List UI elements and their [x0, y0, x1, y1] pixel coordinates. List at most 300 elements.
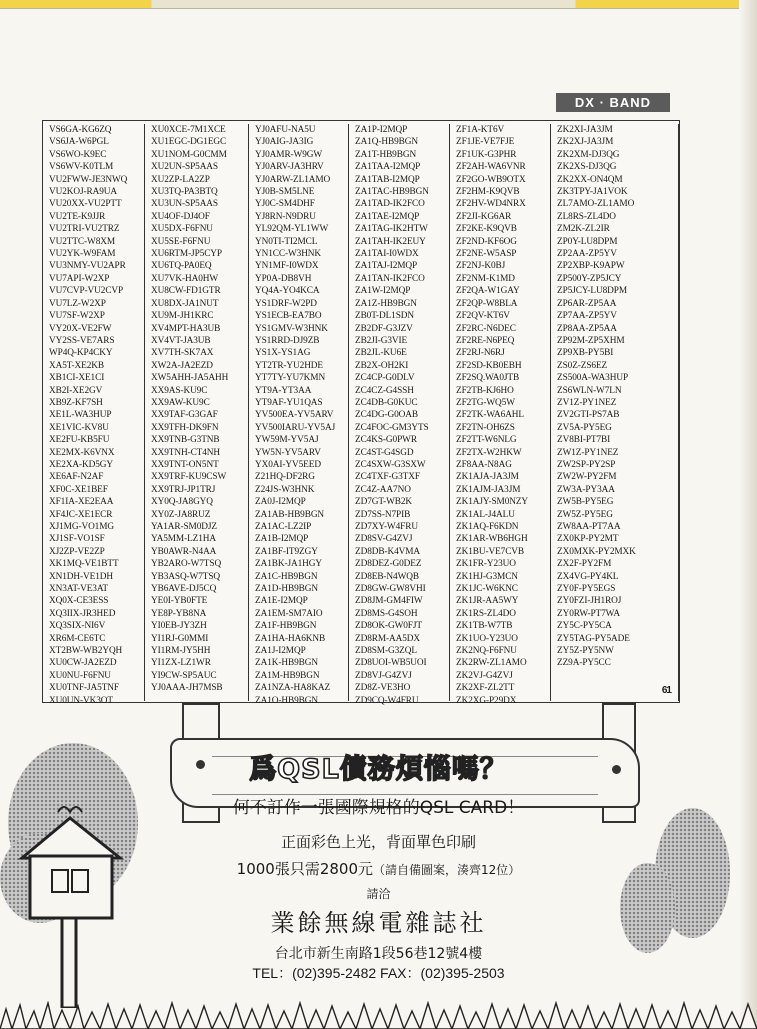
callsign-entry: XB9Z-KF7SH	[49, 397, 103, 408]
callsign-entry: ZC4TXF-G3TXF	[355, 472, 420, 483]
callsign-entry: ZW5Z-PY5EG	[557, 509, 613, 520]
callsign-entry: ZF2SD-KB0EBH	[456, 360, 522, 371]
callsign-entry: ZY0RW-PT7WA	[557, 608, 620, 619]
callsign-entry: YJ0ARV-JA3HRV	[255, 162, 324, 173]
callsign-entry: ZB0T-DL1SDN	[355, 311, 414, 322]
ad-contact-label: 請洽	[366, 887, 391, 901]
callsign-entry: ZA1T-HB9BGN	[355, 149, 417, 160]
callsign-entry: ZK2XG-P29DX	[456, 695, 517, 706]
callsign-entry: ZF1JE-VE7FJE	[456, 137, 515, 148]
callsign-entry: XE6AF-N2AF	[49, 472, 104, 483]
callsign-entry: ZK2XF-ZL2TT	[456, 683, 515, 694]
callsign-entry: ZD8GW-GW8VHI	[355, 584, 426, 595]
callsign-entry: ZK1FR-Y23UO	[456, 559, 516, 570]
callsign-entry: ZA1TAG-IK2HTW	[355, 224, 428, 235]
callsign-entry: XK1MQ-VE1BTT	[49, 559, 119, 570]
callsign-entry: ZA1B-I2MQP	[255, 534, 309, 545]
ad-subheadline: 何不訂作一張國際規格的QSL CARD！	[232, 798, 525, 818]
page-number: 61	[661, 685, 671, 696]
callsign-entry: XX9AW-KU9C	[151, 397, 210, 408]
ad-headline: 爲QSL債務煩惱嗎？	[249, 754, 508, 785]
callsign-entry: XJ1SF-VO1SF	[49, 534, 105, 545]
callsign-entry: XV4MPT-HA3UB	[151, 323, 221, 334]
callsign-entry: VU7CVP-VU2CVP	[49, 286, 124, 297]
table-column	[145, 124, 249, 701]
callsign-entry: ZK1UO-Y23UO	[456, 633, 518, 644]
callsign-entry: ZA1AC-LZ2IP	[255, 522, 312, 532]
callsign-entry: YB0AWR-N4AA	[151, 546, 217, 557]
callsign-entry: ZF1UK-G3PHR	[456, 149, 517, 160]
callsign-entry: XU9M-JH1KRC	[151, 311, 214, 322]
ad-publisher: 業餘無線電雜誌社	[270, 909, 487, 937]
table-column	[349, 124, 450, 706]
callsign-entry: XE2MX-K6VNX	[49, 447, 115, 458]
callsign-entry: XQ3SIX-NI6V	[49, 621, 106, 632]
callsign-entry: XJ2ZP-VE2ZP	[49, 546, 105, 557]
callsign-entry: YS1GMV-W3HNK	[255, 323, 328, 334]
callsign-entry: VU2KOJ-RA9UA	[49, 187, 118, 198]
callsign-entry: XU6RTM-JP5CYP	[151, 249, 222, 260]
callsign-entry: YJ0ARW-ZL1AMO	[255, 174, 331, 185]
callsign-entry: ZP9XB-PY5BI	[557, 348, 614, 359]
callsign-entry: ZP92M-ZP5XHM	[557, 335, 625, 346]
callsign-entry: ZD7SS-N7PIB	[355, 509, 411, 520]
callsign-entry: ZK1BU-VE7CVB	[456, 546, 525, 557]
callsign-entry: XY0Q-JA8GYQ	[151, 497, 213, 508]
callsign-entry: XW2A-JA2EZD	[151, 360, 213, 371]
table-column	[450, 124, 551, 706]
callsign-entry: ZF2TT-W6NLG	[456, 435, 517, 446]
callsign-entry: ZP8AA-ZP5AA	[557, 323, 617, 334]
callsign-entry: ZD8MS-G4SOH	[355, 608, 418, 619]
callsign-entry: ZF2TN-OH6ZS	[456, 422, 515, 433]
callsign-entry: ZD8VJ-G4ZVJ	[355, 670, 412, 681]
callsign-entry: XX9TNH-CT4NH	[151, 447, 221, 458]
callsign-entry: ZA1AB-HB9BGN	[255, 509, 325, 520]
callsign-entry: XE1L-WA3HUP	[49, 410, 112, 421]
callsign-entry: ZP0Y-LU8DPM	[557, 236, 618, 247]
callsign-entry: XR6M-CE6TC	[49, 633, 106, 644]
callsign-entry: YL92QM-YL1WW	[255, 224, 329, 235]
callsign-entry: XU0UN-VK3OT	[49, 695, 113, 706]
callsign-entry: XF0C-XE1BEF	[49, 484, 108, 495]
callsign-entry: ZA1TAE-I2MQP	[355, 211, 420, 222]
callsign-entry: ZW8AA-PT7AA	[557, 522, 621, 532]
callsign-entry: Z21HQ-DF2RG	[255, 472, 315, 483]
callsign-entry: ZP7AA-ZP5YV	[557, 311, 617, 322]
callsign-entry: ZA1TAA-I2MQP	[355, 162, 421, 173]
callsign-entry: ZV8BI-PT7BI	[557, 435, 611, 446]
callsign-entry: YQ4A-YO4KCA	[255, 286, 320, 297]
callsign-entry: ZK1AR-WB6HGH	[456, 534, 528, 545]
callsign-entry: XA5T-XE2KB	[49, 360, 104, 371]
callsign-entry: ZK1TB-W7TB	[456, 621, 513, 632]
callsign-entry: ZD8DB-K4VMA	[355, 546, 421, 557]
callsign-entry: ZA1Z-HB9BGN	[355, 298, 417, 309]
callsign-entry: ZA1F-HB9BGN	[255, 621, 317, 632]
callsign-entry: ZW1Z-PY1NEZ	[557, 447, 619, 458]
callsign-entry: ZF2AH-WA6VNR	[456, 162, 526, 173]
callsign-entry: YJ0C-SM4DHF	[255, 199, 315, 210]
table-column	[249, 124, 349, 706]
callsign-entry: ZD8DEZ-G0DEZ	[355, 559, 422, 570]
callsign-entry: ZD7GT-WB2K	[355, 497, 413, 508]
table-column	[43, 124, 145, 706]
callsign-entry: ZP2XBP-K9APW	[557, 261, 625, 272]
callsign-entry: ZA1W-I2MQP	[355, 286, 411, 297]
callsign-entry: VU20XX-VU2PTT	[49, 199, 122, 210]
ad-phone-fax: TEL：(02)395-2482 FAX：(02)395-2503	[252, 965, 505, 981]
callsign-entry: ZK1AJM-JA3JM	[456, 484, 521, 495]
callsign-entry: YJ0AIG-JA3IG	[255, 137, 314, 148]
callsign-entry: YB2ARO-W7TSQ	[151, 559, 222, 570]
callsign-entry: ZK2VJ-G4ZVJ	[456, 670, 513, 681]
callsign-entry: YJ0AAA-JH7MSB	[151, 683, 223, 694]
callsign-entry: ZF2TX-W2HKW	[456, 447, 522, 458]
callsign-entry: YS1RRD-DJ9ZB	[255, 335, 320, 346]
callsign-entry: ZC4CP-G0DLV	[355, 373, 415, 384]
callsign-entry: XU5DX-F6FNU	[151, 224, 213, 235]
callsign-entry: YI1ZX-LZ1WR	[151, 658, 211, 669]
callsign-entry: ZF2HM-K9QVB	[456, 187, 520, 198]
callsign-entry: ZK2XS-DJ3QG	[557, 162, 617, 173]
callsign-entry: ZW2SP-PY2SP	[557, 459, 616, 470]
callsign-entry: ZB2DF-G3JZV	[355, 323, 413, 334]
callsign-entry: ZA1EM-SM7AIO	[255, 608, 323, 619]
callsign-entry: XU1EGC-DG1EGC	[151, 137, 227, 148]
callsign-entry: ZC4Z-AA7NO	[355, 484, 411, 495]
callsign-entry: ZK2RW-ZL1AMO	[456, 658, 527, 669]
callsign-entry: ZS6WLN-W7LN	[557, 385, 622, 396]
callsign-entry: XU0NU-F6FNU	[49, 670, 111, 681]
callsign-entry: YS1DRF-W2PD	[255, 298, 317, 309]
ad-address: 台北市新生南路1段56巷12號4樓	[274, 946, 483, 962]
callsign-entry: ZA1TAB-I2MQP	[355, 174, 420, 185]
callsign-entry: YP0A-DB8VH	[255, 273, 312, 284]
callsign-entry: ZA1C-HB9BGN	[255, 571, 318, 582]
callsign-entry: ZA1P-I2MQP	[355, 125, 408, 135]
callsign-entry: ZW3A-PY3AA	[557, 484, 615, 495]
callsign-entry: ZA1HA-HA6KNB	[255, 633, 326, 644]
callsign-entry: YX0AI-YV5EED	[255, 459, 321, 470]
callsign-entry: ZA1J-I2MQP	[255, 646, 306, 657]
callsign-entry: YN1CC-W3HNK	[255, 249, 322, 260]
callsign-entry: ZF2TB-KJ6HO	[456, 385, 514, 396]
callsign-entry: ZD8UOI-WB5UOI	[355, 658, 427, 669]
callsign-entry: ZF8AA-N8AG	[456, 459, 512, 470]
callsign-entry: ZP500Y-ZP5JCY	[557, 273, 622, 284]
callsign-entry: ZX0MXK-PY2MXK	[557, 546, 636, 557]
callsign-entry: YJ8RN-N9DRU	[255, 211, 316, 222]
callsign-entry: XU8CW-FD1GTR	[151, 286, 221, 297]
callsign-entry: ZK2NQ-F6FNU	[456, 646, 517, 657]
callsign-entry: ZC4DB-G0KUC	[355, 397, 418, 408]
callsign-entry: YT9AF-YU1QAS	[255, 397, 323, 408]
callsign-entry: ZF2HV-WD4NRX	[456, 199, 526, 210]
callsign-entry: XU4OF-DJ4OF	[151, 211, 210, 222]
callsign-entry: ZA1TAD-IK2FCO	[355, 199, 425, 210]
callsign-entry: ZX4VG-PY4KL	[557, 571, 619, 582]
callsign-entry: ZF2RJ-N6RJ	[456, 348, 505, 359]
callsign-entry: ZF2QV-KT6V	[456, 311, 510, 322]
callsign-entry: ZA1BF-IT9ZGY	[255, 546, 318, 557]
callsign-entry: ZA1O-HB9BGN	[255, 695, 318, 706]
callsign-entry: XF1IA-XE2EAA	[49, 497, 114, 508]
callsign-entry: XW5AHH-JA5AHH	[151, 373, 229, 384]
callsign-entry: ZF2TK-WA6AHL	[456, 410, 524, 421]
callsign-entry: XF4JC-XE1ECR	[49, 509, 113, 520]
callsign-entry: YB3ASQ-W7TSQ	[151, 571, 221, 582]
callsign-entry: VU2FWW-JE3NWQ	[49, 174, 128, 185]
callsign-entry: ZD8RM-AA5DX	[355, 633, 421, 644]
callsign-entry: YE8P-YB8NA	[151, 608, 207, 619]
callsign-entry: ZK1HJ-G3MCN	[456, 571, 518, 582]
callsign-entry: ZW5B-PY5EG	[557, 497, 614, 508]
callsign-entry: YB6AVE-DJ5CQ	[151, 584, 217, 595]
callsign-entry: ZF2KE-K9QVB	[456, 224, 517, 235]
callsign-entry: YJ0AFU-NA5U	[255, 125, 316, 135]
callsign-entry: ZS500A-WA3HUP	[557, 373, 629, 384]
callsign-entry: YS1X-YS1AG	[255, 348, 311, 359]
callsign-entry: ZC4DG-G0OAB	[355, 410, 418, 421]
callsign-entry: ZC4ST-G4SGD	[355, 447, 414, 458]
callsign-entry: XQ0X-CE3ESS	[49, 596, 109, 607]
callsign-entry: XX9TAF-G3GAF	[151, 410, 218, 421]
callsign-entry: ZF1A-KT6V	[456, 125, 505, 135]
callsign-entry: ZA1TAI-I0WDX	[355, 249, 419, 260]
callsign-entry: ZV1Z-PY1NEZ	[557, 397, 617, 408]
callsign-entry: ZV2GTI-PS7AB	[557, 410, 620, 421]
callsign-entry: ZA1TAH-IK2EUY	[355, 236, 426, 247]
callsign-entry: XV4VT-JA3UB	[151, 335, 211, 346]
callsign-entry: ZA1E-I2MQP	[255, 596, 308, 607]
callsign-entry: XU2UN-SP5AAS	[151, 162, 218, 173]
callsign-entry: ZF2QP-W8BLA	[456, 298, 518, 309]
callsign-entry: ZF2NE-W5ASP	[456, 249, 517, 260]
callsign-entry: VU3NMY-VU2APR	[49, 261, 126, 272]
callsign-entry: XX9AS-KU9C	[151, 385, 208, 396]
callsign-entry: YJ0B-SM5LNE	[255, 187, 315, 198]
callsign-entry: XU6TQ-PA0EQ	[151, 261, 212, 272]
callsign-entry: XU3TQ-PA3BTQ	[151, 187, 218, 198]
callsign-entry: VS6GA-KG6ZQ	[49, 125, 112, 135]
callsign-entry: ZP2AA-ZP5YV	[557, 249, 617, 260]
callsign-entry: ZY0F-PY5EGS	[557, 584, 616, 595]
callsign-entry: ZK2XI-JA3JM	[557, 125, 613, 135]
callsign-entry: XU7VK-HA0HW	[151, 273, 219, 284]
callsign-entry: YI0EB-JY3ZH	[151, 621, 207, 632]
callsign-entry: ZK2XX-ON4QM	[557, 174, 623, 185]
callsign-entry: XN3AT-VE3AT	[49, 584, 108, 595]
ad-line-price	[0, 858, 757, 879]
callsign-entry: XX9TRF-KU9CSW	[151, 472, 227, 483]
callsign-entry: XB1CI-XE1CI	[49, 373, 105, 384]
callsign-entry: YN0TI-TI2MCL	[255, 236, 318, 247]
callsign-entry: ZA1TAJ-I2MQP	[355, 261, 418, 272]
callsign-entry: XU0CW-JA2EZD	[49, 658, 117, 669]
qsl-manager-table	[42, 120, 680, 706]
callsign-entry: YV500EA-YV5ARV	[255, 410, 334, 421]
callsign-entry: ZF2JI-KG6AR	[456, 211, 512, 222]
callsign-entry: XU0TNF-JA5TNF	[49, 683, 119, 694]
callsign-entry: ZV5A-PY5EG	[557, 422, 612, 433]
callsign-entry: ZX0KP-PY2MT	[557, 534, 619, 545]
top-color-strip	[0, 0, 757, 8]
callsign-entry: XB2I-XE2GV	[49, 385, 103, 396]
callsign-entry: XX9TNB-G3TNB	[151, 435, 220, 446]
callsign-entry: ZK1AJY-SM0NZY	[456, 497, 529, 508]
grass-border	[0, 1001, 757, 1029]
callsign-entry: VU7API-W2XP	[49, 273, 110, 284]
callsign-entry: ZD8EB-N4WQB	[355, 571, 419, 582]
callsign-entry: ZA1NZA-HA8KAZ	[255, 683, 331, 694]
callsign-entry: ZP6AR-ZP5AA	[557, 298, 617, 309]
callsign-entry: ZC4CZ-G4SSH	[355, 385, 414, 396]
callsign-entry: ZY0FZI-JH1ROJ	[557, 596, 622, 607]
callsign-entry: ZA1TAN-IK2FCO	[355, 273, 425, 284]
callsign-entry: VU2TTC-W8XM	[49, 236, 116, 247]
callsign-entry: YS1ECB-EA7BO	[255, 311, 322, 322]
section-tag: DX · BAND	[556, 93, 670, 112]
callsign-entry: VS6WV-K0TLM	[49, 162, 114, 173]
callsign-entry: XU5SE-F6FNU	[151, 236, 211, 247]
callsign-entry: VY20X-VE2FW	[49, 323, 112, 334]
callsign-entry: ZK2XJ-JA3JM	[557, 137, 614, 148]
callsign-entry: ZA1D-HB9BGN	[255, 584, 318, 595]
callsign-entry: ZM2K-ZL2IR	[557, 224, 610, 235]
callsign-entry: VS6JA-W6PGL	[49, 137, 109, 148]
callsign-entry: ZF2SQ.WA0JTB	[456, 373, 520, 384]
callsign-entry: XU0XCE-7M1XCE	[151, 125, 226, 135]
callsign-entry: ZK1JC-W6KNC	[456, 584, 518, 595]
callsign-entry: ZC4SXW-G3SXW	[355, 459, 426, 470]
ad-price-note: （請自備圖案，湊齊12位）	[373, 863, 521, 877]
callsign-entry: ZF2GO-WB9OTX	[456, 174, 526, 185]
callsign-entry: ZL7AMO-ZL1AMO	[557, 199, 635, 210]
callsign-entry: YA1AR-SM0DJZ	[151, 522, 217, 532]
callsign-entry: ZK3TPY-JA1VOK	[557, 187, 628, 198]
callsign-entry: ZD8Z-VE3HO	[355, 683, 411, 694]
callsign-entry: XN1DH-VE1DH	[49, 571, 113, 582]
callsign-entry: VU7LZ-W2XP	[49, 298, 106, 309]
callsign-entry: ZB2X-OH2KI	[355, 360, 409, 371]
callsign-entry: ZD9CQ-W4FRU	[355, 695, 419, 706]
callsign-entry: XU3UN-SP5AAS	[151, 199, 218, 210]
callsign-entry: YE0I-YB0FTE	[151, 596, 208, 607]
top-divider	[0, 8, 757, 9]
callsign-entry: YJ0AMR-W9GW	[255, 149, 323, 160]
callsign-entry: ZZ9A-PY5CC	[557, 658, 611, 669]
callsign-entry: VS6WO-K9EC	[49, 149, 107, 160]
callsign-entry: XU1NOM-G0CMM	[151, 149, 227, 160]
callsign-entry: YW5N-YV5ARV	[255, 447, 321, 458]
callsign-entry: ZB2JL-KU6E	[355, 348, 407, 359]
callsign-entry: ZF2NJ-K0BJ	[456, 261, 506, 272]
callsign-entry: ZK1AQ-F6KDN	[456, 522, 519, 532]
callsign-entry: XJ1MG-VO1MG	[49, 522, 115, 532]
callsign-entry: ZK1RS-ZL4DO	[456, 608, 516, 619]
callsign-entry: XQ3IIX-JR3HED	[49, 608, 116, 619]
callsign-entry: ZD8SM-G3ZQL	[355, 646, 417, 657]
callsign-entry: WP4Q-KP4CKY	[49, 348, 113, 359]
callsign-entry: XU2ZP-LA2ZP	[151, 174, 210, 185]
callsign-entry: ZA1M-HB9BGN	[255, 670, 320, 681]
callsign-entry: Z24JS-W3HNK	[255, 484, 315, 495]
callsign-entry: YT2TR-YU2HDE	[255, 360, 324, 371]
callsign-entry: XU8DX-JA1NUT	[151, 298, 219, 309]
callsign-entry: ZD7XY-W4FRU	[355, 522, 418, 532]
callsign-entry: ZD8OK-GW0FJT	[355, 621, 422, 632]
qsl-card-advertisement	[0, 703, 757, 1029]
callsign-entry: YV500IARU-YV5AJ	[255, 422, 336, 433]
callsign-entry: YA5MM-LZ1HA	[151, 534, 217, 545]
callsign-entry: YN1MF-I0WDX	[255, 261, 319, 272]
callsign-entry: ZF2QA-W1GAY	[456, 286, 520, 297]
callsign-entry: ZA1TAC-HB9BGN	[355, 187, 429, 198]
callsign-entry: ZA0J-I2MQP	[255, 497, 306, 508]
callsign-entry: YW59M-YV5AJ	[255, 435, 319, 446]
callsign-entry: XE2XA-KD5GY	[49, 459, 113, 470]
ad-price: 1000張只需2800元	[236, 860, 374, 878]
callsign-entry: ZY5TAG-PY5ADE	[557, 633, 630, 644]
callsign-entry: ZA1BK-JA1HGY	[255, 559, 322, 570]
table-column	[551, 124, 679, 701]
callsign-entry: ZD8SV-G4ZVJ	[355, 534, 413, 545]
callsign-entry: ZL8RS-ZL4DO	[557, 211, 616, 222]
callsign-entry: ZS0Z-ZS6EZ	[557, 360, 608, 371]
callsign-entry: ZK1AJA-JA3JM	[456, 472, 519, 483]
callsign-entry: ZF2RE-N6PEQ	[456, 335, 515, 346]
callsign-entry: ZY5C-PY5CA	[557, 621, 612, 632]
callsign-entry: ZF2NM-K1MD	[456, 273, 515, 284]
callsign-entry: ZY5Z-PY5NW	[557, 646, 614, 657]
callsign-entry: ZC4KS-G0PWR	[355, 435, 417, 446]
callsign-entry: ZP5JCY-LU8DPM	[557, 286, 627, 297]
callsign-entry: XX9TRJ-JP1TRJ	[151, 484, 216, 495]
callsign-entry: ZA1Q-HB9BGN	[355, 137, 418, 148]
callsign-entry: VU2TRI-VU2TRZ	[49, 224, 120, 235]
callsign-entry: ZF2RC-N6DEC	[456, 323, 516, 334]
ad-line-printing: 正面彩色上光，背面單色印刷	[280, 833, 476, 851]
callsign-entry: ZD8JM-GM4FIW	[355, 596, 423, 607]
callsign-entry: VU7SF-W2XP	[49, 311, 105, 322]
callsign-entry: YI1RM-JY5HH	[151, 646, 211, 657]
callsign-entry: VY2SS-VE7ARS	[49, 335, 115, 346]
callsign-entry: XV7TH-SK7AX	[151, 348, 214, 359]
callsign-entry: XX9TNT-ON5NT	[151, 459, 219, 470]
callsign-entry: ZK1JR-AA5WY	[456, 596, 519, 607]
callsign-entry: ZF2TG-WQ5W	[456, 397, 515, 408]
callsign-entry: VU2YK-W9FAM	[49, 249, 116, 260]
callsign-entry: ZX2F-PY2FM	[557, 559, 612, 570]
callsign-entry: XE2FU-KB5FU	[49, 435, 110, 446]
callsign-entry: YI1RJ-G0MMI	[151, 633, 209, 644]
callsign-entry: YI9CW-SP5AUC	[151, 670, 217, 681]
callsign-entry: ZA1K-HB9BGN	[255, 658, 318, 669]
callsign-entry: YT7TY-YU7KMN	[255, 373, 326, 384]
callsign-entry: XE1VIC-KV8U	[49, 422, 109, 433]
callsign-entry: XY0Z-JA8RUZ	[151, 509, 211, 520]
callsign-entry: ZB2JI-G3VIE	[355, 335, 408, 346]
callsign-entry: YT9A-YT3AA	[255, 385, 312, 396]
callsign-entry: ZK1AL-J4ALU	[456, 509, 515, 520]
callsign-entry: VU2TE-K9JJR	[49, 211, 106, 222]
callsign-entry: ZC4FOC-GM3YTS	[355, 422, 429, 433]
callsign-entry: XX9TFH-DK9FN	[151, 422, 219, 433]
callsign-entry: ZW2W-PY2FM	[557, 472, 617, 483]
callsign-entry: ZF2ND-KF6OG	[456, 236, 517, 247]
callsign-entry: ZK2XM-DJ3QG	[557, 149, 620, 160]
